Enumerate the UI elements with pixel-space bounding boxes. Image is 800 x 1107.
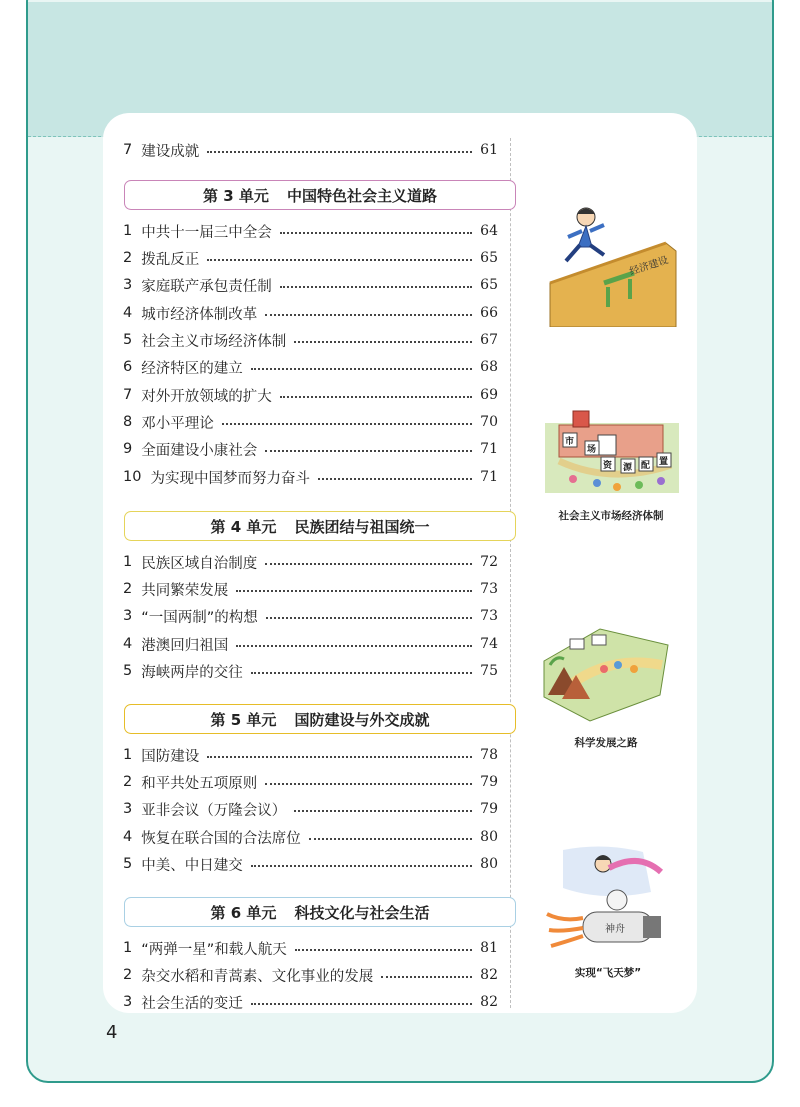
toc-entry-u3-1[interactable]: 1 中共十一届三中全会 64 (123, 223, 498, 241)
svg-text:资: 资 (603, 461, 613, 471)
toc-entry-u5-4[interactable]: 4 恢复在联合国的合法席位 80 (123, 829, 498, 847)
leader-dots (251, 865, 472, 867)
toc-entry-u6-1[interactable]: 1 “两弹一星”和载人航天 81 (123, 940, 498, 958)
reform-runner-illustration (548, 203, 678, 327)
toc-entry-u3-8[interactable]: 8 邓小平理论 70 (123, 414, 498, 432)
svg-text:源: 源 (623, 463, 633, 473)
leader-dots (236, 590, 472, 592)
market-economy-illustration (543, 405, 679, 501)
toc-entry-u4-2[interactable]: 2 共同繁荣发展 73 (123, 581, 498, 599)
column-divider (510, 138, 511, 1008)
svg-text:神舟: 神舟 (605, 924, 625, 935)
toc-entry-u4-5[interactable]: 5 海峡两岸的交往 75 (123, 663, 498, 681)
toc-entry-u3-9[interactable]: 9 全面建设小康社会 71 (123, 441, 498, 459)
unit-6-header: 第 6 单元 科技文化与社会生活 (124, 897, 516, 927)
page-number: 4 (106, 1022, 118, 1043)
toc-entry-u3-5[interactable]: 5 社会主义市场经济体制 67 (123, 332, 498, 350)
svg-text:场: 场 (587, 445, 597, 455)
leader-dots (251, 368, 472, 370)
leader-dots (318, 478, 472, 480)
leader-dots (381, 976, 472, 978)
leader-dots (265, 450, 472, 452)
leader-dots (294, 810, 472, 812)
toc-entry-u3-6[interactable]: 6 经济特区的建立 68 (123, 359, 498, 377)
toc-entry-u4-3[interactable]: 3 “一国两制”的构想 73 (123, 608, 498, 626)
leader-dots (207, 259, 472, 261)
toc-entry-u5-1[interactable]: 1 国防建设 78 (123, 747, 498, 765)
toc-entry-u5-2[interactable]: 2 和平共处五项原则 79 (123, 774, 498, 792)
leader-dots (266, 617, 472, 619)
space-dream-illustration (543, 842, 673, 960)
leader-dots (295, 949, 472, 951)
toc-entry-u3-7[interactable]: 7 对外开放领域的扩大 69 (123, 387, 498, 405)
svg-text:置: 置 (659, 457, 669, 467)
svg-text:市: 市 (565, 437, 575, 447)
leader-dots (207, 756, 472, 758)
leader-dots (309, 838, 472, 840)
science-caption: 科学发展之路 (574, 737, 638, 749)
leader-dots (280, 232, 472, 234)
market-caption: 社会主义市场经济体制 (558, 510, 664, 522)
leader-dots (265, 783, 472, 785)
svg-text:经济建设: 经济建设 (628, 254, 670, 278)
toc-entry-u3-10[interactable]: 10 为实现中国梦而努力奋斗 71 (123, 469, 498, 487)
toc-entry-u6-3[interactable]: 3 社会生活的变迁 82 (123, 994, 498, 1012)
toc-entry-u4-1[interactable]: 1 民族区域自治制度 72 (123, 554, 498, 572)
unit-3-header: 第 3 单元 中国特色社会主义道路 (124, 180, 516, 210)
toc-entry-pre-7[interactable]: 7 建设成就 61 (123, 142, 498, 160)
leader-dots (251, 1003, 472, 1005)
svg-text:配: 配 (641, 461, 651, 471)
space-caption: 实现“飞天梦” (574, 967, 642, 979)
leader-dots (265, 314, 472, 316)
leader-dots (207, 151, 472, 153)
toc-entry-u3-2[interactable]: 2 拨乱反正 65 (123, 250, 498, 268)
toc-entry-u4-4[interactable]: 4 港澳回归祖国 74 (123, 636, 498, 654)
toc-entry-u3-3[interactable]: 3 家庭联产承包责任制 65 (123, 277, 498, 295)
leader-dots (236, 645, 472, 647)
leader-dots (280, 396, 472, 398)
leader-dots (251, 672, 472, 674)
leader-dots (222, 423, 472, 425)
leader-dots (265, 563, 472, 565)
science-road-illustration (540, 625, 672, 725)
toc-entry-u5-3[interactable]: 3 亚非会议（万隆会议） 79 (123, 801, 498, 819)
toc-entry-u5-5[interactable]: 5 中美、中日建交 80 (123, 856, 498, 874)
toc-entry-u6-2[interactable]: 2 杂交水稻和青蒿素、文化事业的发展 82 (123, 967, 498, 985)
toc-entry-u3-4[interactable]: 4 城市经济体制改革 66 (123, 305, 498, 323)
unit-4-header: 第 4 单元 民族团结与祖国统一 (124, 511, 516, 541)
leader-dots (280, 286, 472, 288)
unit-5-header: 第 5 单元 国防建设与外交成就 (124, 704, 516, 734)
leader-dots (294, 341, 472, 343)
